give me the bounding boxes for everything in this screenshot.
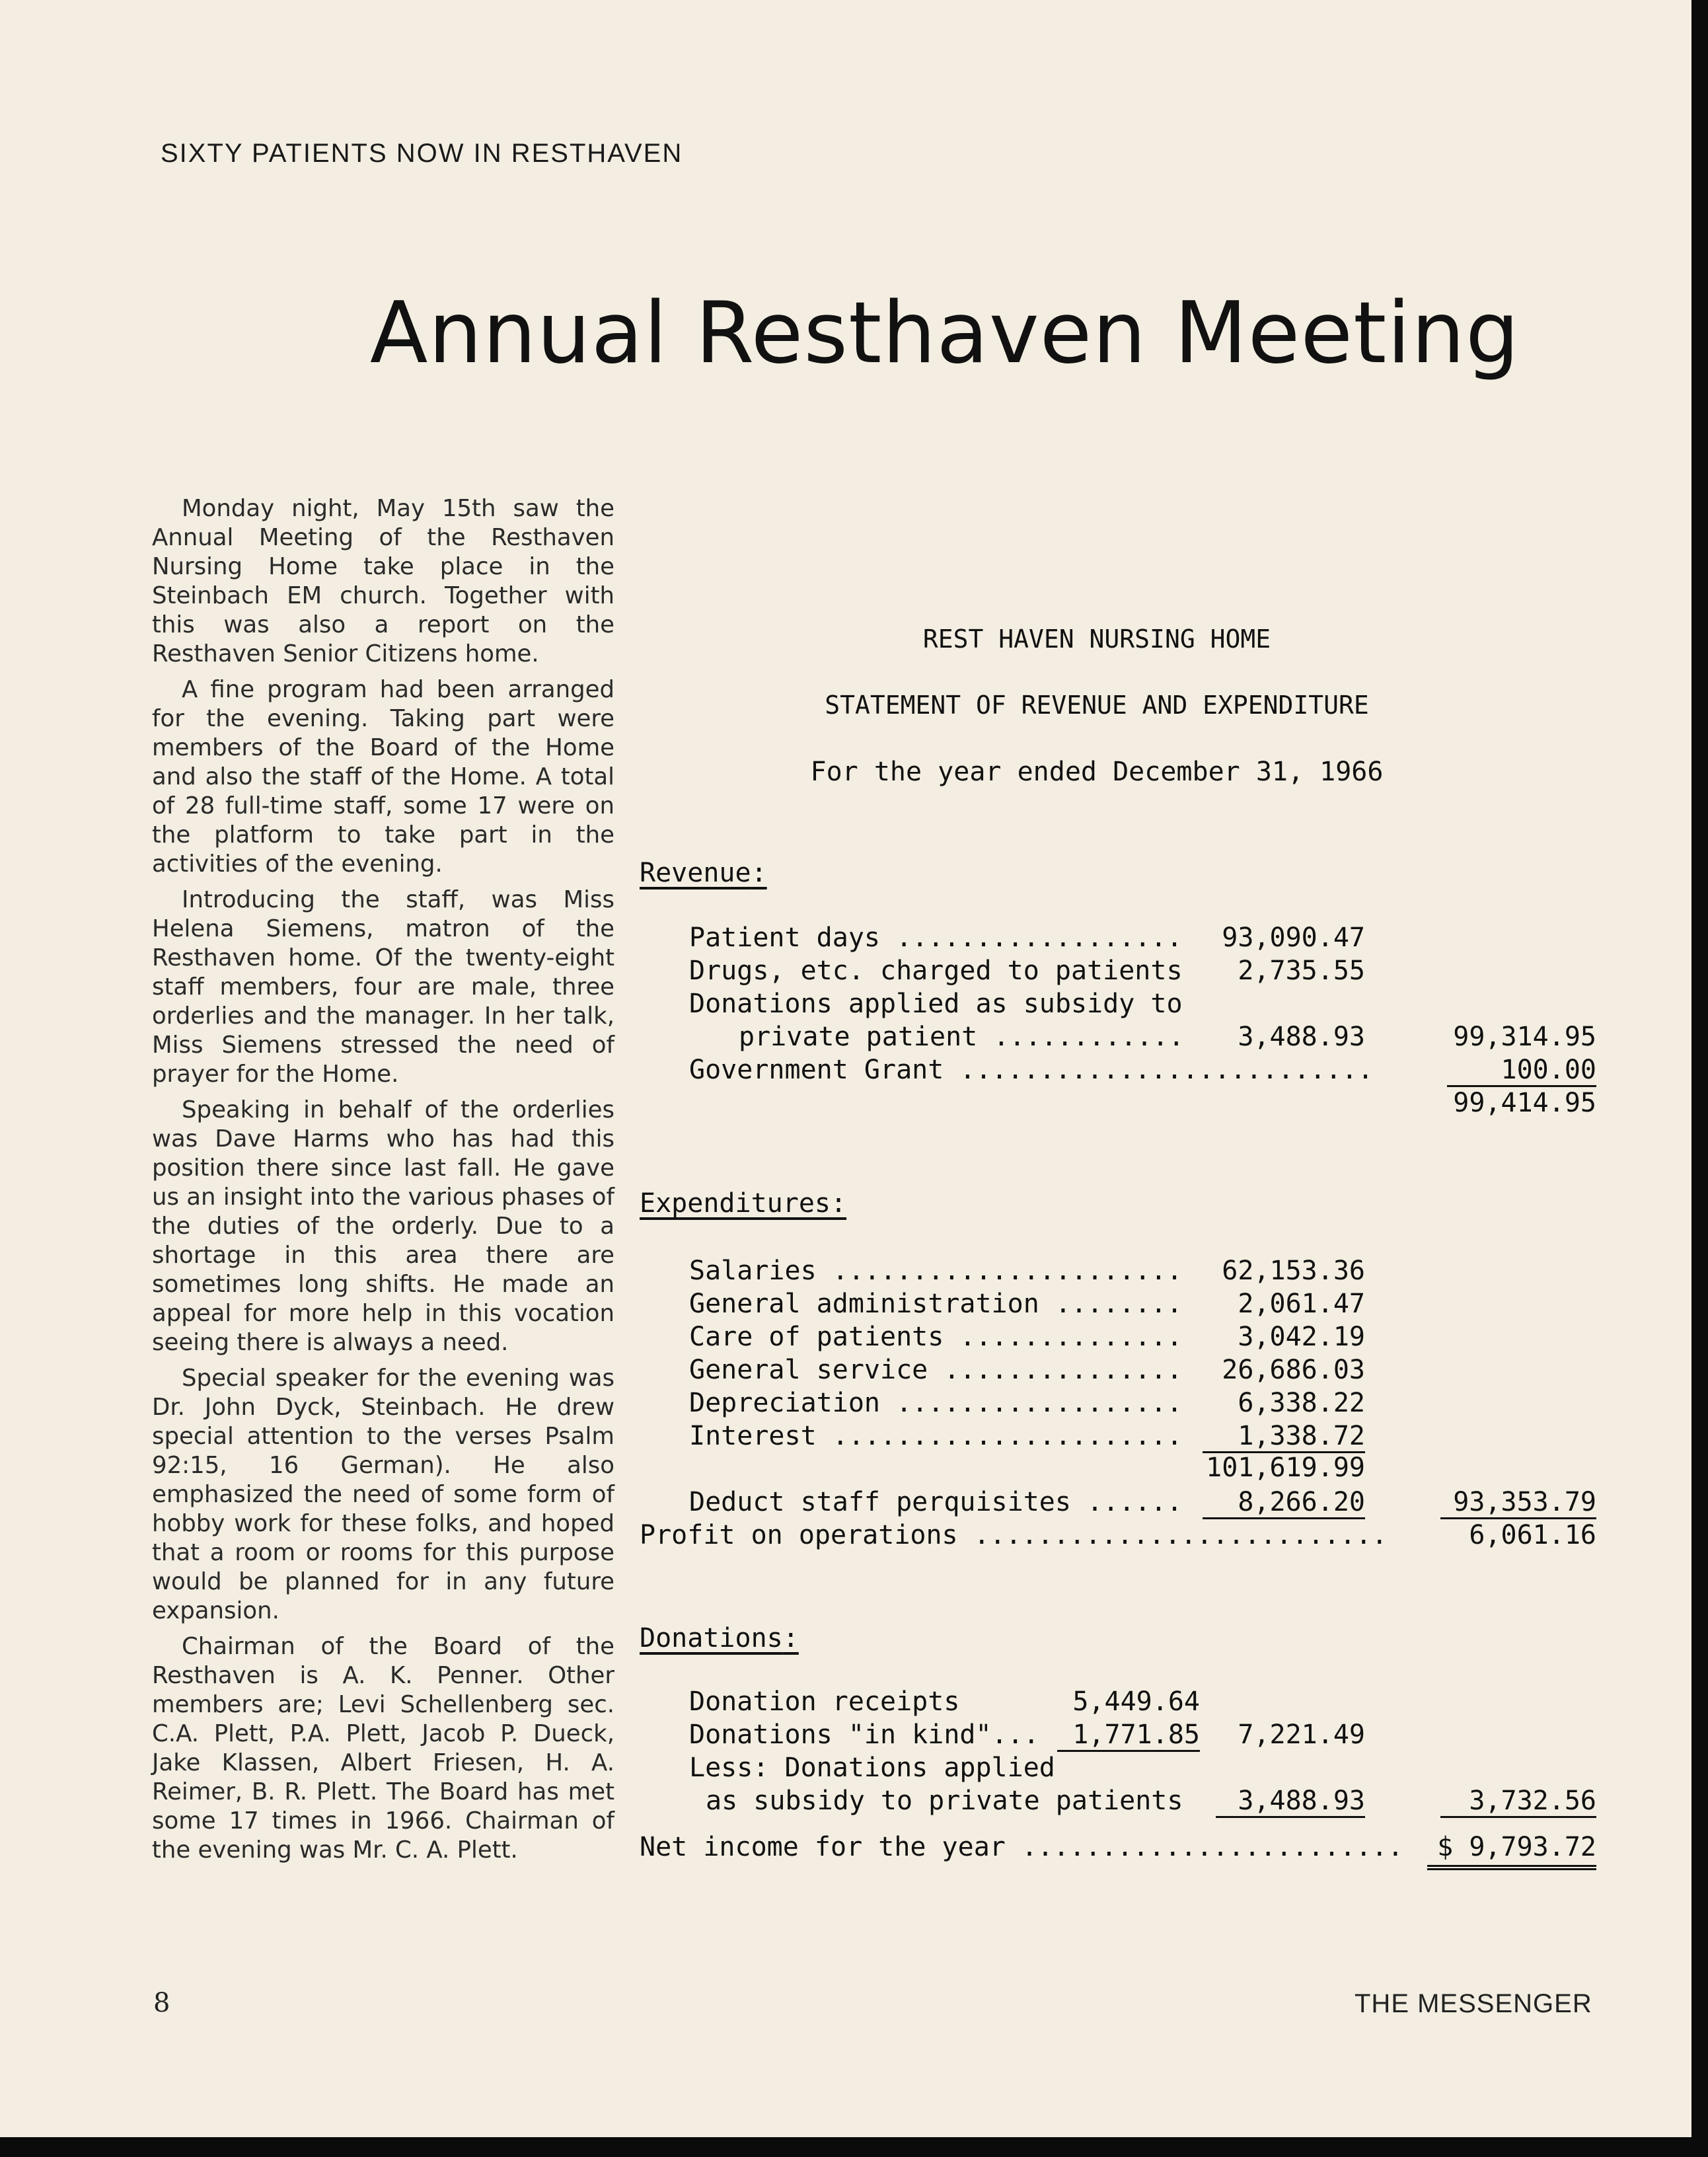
expenditure-amount: 1,338.72	[1203, 1421, 1365, 1453]
expenditure-label: Depreciation ..................	[689, 1388, 1183, 1418]
statement-org: REST HAVEN NURSING HOME	[922, 624, 1271, 654]
expenditure-label: Deduct staff perquisites ......	[689, 1487, 1183, 1517]
expenditure-label: General administration ........	[689, 1289, 1183, 1319]
revenue-amount: 3,488.93	[1238, 1022, 1365, 1052]
expenditure-net: 93,353.79	[1440, 1487, 1596, 1519]
donations-heading: Donations:	[640, 1623, 799, 1653]
revenue-label: Patient days ..................	[689, 923, 1183, 953]
article-paragraph: Speaking in behalf of the orderlies was Dave Harms who has had this position there since last fall. He gave us an insight into the various phases of the duties of the orderly. Due to a shortage in this area there are sometimes long shifts. He made an appeal for more help in this vocation seeing there is always a need.	[152, 1096, 614, 1356]
revenue-label: private patient ............	[739, 1022, 1185, 1052]
revenue-amount: 100.00	[1447, 1055, 1596, 1087]
expenditure-label: Care of patients ..............	[689, 1322, 1183, 1352]
donation-label: as subsidy to private patients	[706, 1786, 1183, 1816]
net-income-label: Net income for the year ........................	[640, 1832, 1403, 1862]
expenditure-amount: 3,042.19	[1238, 1322, 1365, 1352]
publication-name: THE MESSENGER	[1355, 1989, 1592, 2018]
donation-net: 3,732.56	[1440, 1786, 1596, 1818]
net-income-amount: $ 9,793.72	[1427, 1832, 1596, 1870]
donation-label: Donations "in kind"...	[689, 1720, 1039, 1750]
donation-amount: 5,449.64	[1072, 1686, 1200, 1717]
page-title: Annual Resthaven Meeting	[369, 284, 1520, 383]
donation-label: Donation receipts	[689, 1686, 960, 1717]
statement-name: STATEMENT OF REVENUE AND EXPENDITURE	[825, 691, 1369, 720]
revenue-amount: 93,090.47	[1222, 923, 1365, 953]
expenditure-label: General service ...............	[689, 1355, 1183, 1385]
page-number: 8	[153, 1988, 170, 2018]
expenditure-gross: 101,619.99	[1206, 1453, 1365, 1483]
donation-amount: 3,488.93	[1216, 1786, 1365, 1818]
article-paragraph: Chairman of the Board of the Resthaven is A. K. Penner. Other members are; Levi Schellenberg sec. C.A. Plett, P.A. Plett, Jacob P. Dueck, Jake Klassen, Albert Friesen, H. A. Reimer, B. R. Plett. The Board has met some 17 times in 1966. Chairman of the evening was Mr. C. A. Plett.	[152, 1633, 614, 1864]
expenditure-label: Interest ......................	[689, 1421, 1183, 1451]
profit-amount: 6,061.16	[1469, 1520, 1596, 1550]
donation-label: Less: Donations applied	[689, 1753, 1055, 1783]
article-paragraph: A fine program had been arranged for the evening. Taking part were members of the Board of the Home and also the staff of the Home. A total of 28 full-time staff, some 17 were on the platform to take part in the activities of the evening.	[152, 676, 614, 878]
expenditure-label: Salaries ......................	[689, 1256, 1183, 1286]
article-paragraph: Introducing the staff, was Miss Helena Siemens, matron of the Resthaven home. Of the twenty-eight staff members, four are male, three orderlies and the manager. In her talk, Miss Siemens stressed the need of prayer for the Home.	[152, 886, 614, 1088]
donation-total: 7,221.49	[1238, 1720, 1365, 1750]
revenue-amount: 2,735.55	[1238, 956, 1365, 986]
section-kicker: SIXTY PATIENTS NOW IN RESTHAVEN	[161, 139, 683, 168]
revenue-label: Drugs, etc. charged to patients	[689, 956, 1183, 986]
revenue-label: Government Grant ..........................	[689, 1055, 1374, 1085]
expenditure-amount: 26,686.03	[1222, 1355, 1365, 1385]
revenue-subtotal: 99,314.95	[1453, 1022, 1596, 1052]
revenue-label: Donations applied as subsidy to	[689, 989, 1183, 1019]
expenditure-amount: 8,266.20	[1203, 1487, 1365, 1519]
statement-period: For the year ended December 31, 1966	[810, 757, 1384, 787]
article-body	[152, 494, 614, 1872]
article-paragraph: Special speaker for the evening was Dr. John Dyck, Steinbach. He drew special attention to the verses Psalm 92:15, 16 German). He also emphasized the need of some form of hobby work for these folks, and hoped that a room or rooms for this purpose would be planned for in any future expansion.	[152, 1365, 614, 1624]
expenditure-amount: 6,338.22	[1238, 1388, 1365, 1418]
revenue-heading: Revenue:	[640, 858, 767, 888]
profit-label: Profit on operations ..........................	[640, 1520, 1388, 1550]
expenditure-amount: 62,153.36	[1222, 1256, 1365, 1286]
article-paragraph: Monday night, May 15th saw the Annual Meeting of the Resthaven Nursing Home take place in the Steinbach EM church. Together with this was also a report on the Resthaven Senior Citizens home.	[152, 495, 614, 667]
revenue-total: 99,414.95	[1453, 1088, 1596, 1118]
expenditure-amount: 2,061.47	[1238, 1289, 1365, 1319]
expenditures-heading: Expenditures:	[640, 1188, 847, 1219]
donation-amount: 1,771.85	[1057, 1720, 1200, 1752]
